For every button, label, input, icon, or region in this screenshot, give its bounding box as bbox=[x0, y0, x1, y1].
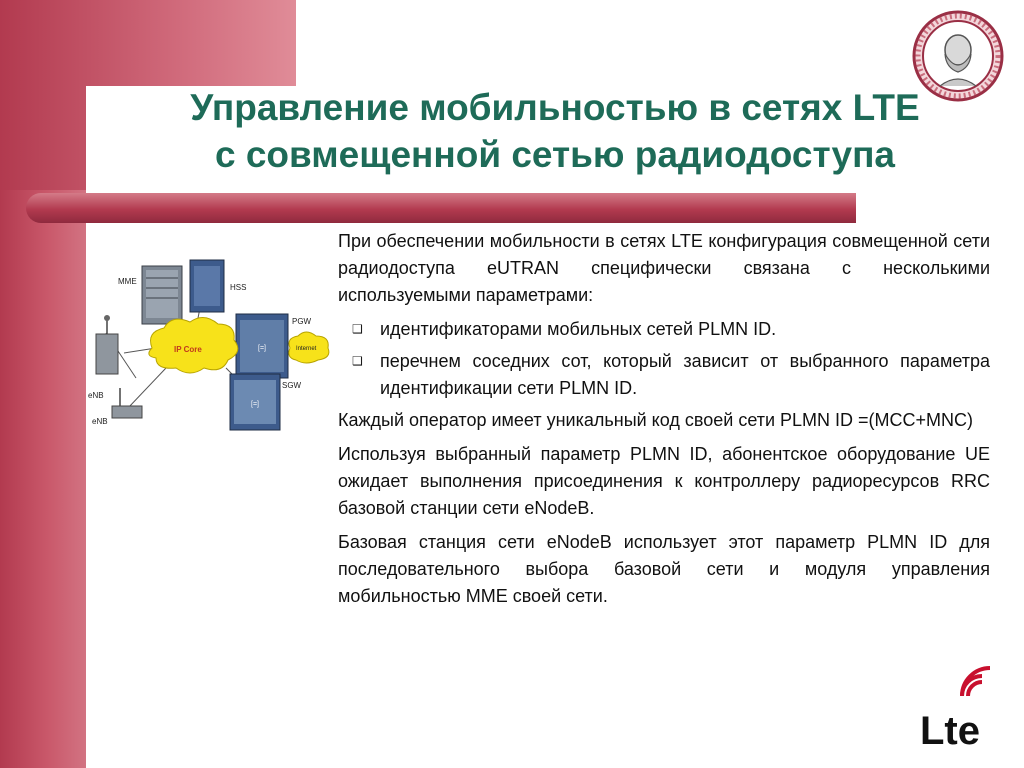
label-ip-core: IP Core bbox=[174, 345, 202, 354]
label-pgw: PGW bbox=[292, 317, 312, 326]
operator-code-paragraph: Каждый оператор имеет уникальный код своей сети PLMN ID =(MCC+MNC) bbox=[338, 410, 974, 430]
lte-logo-text: Lte bbox=[920, 709, 980, 753]
bullet-item bbox=[338, 348, 990, 402]
enb-base-icon bbox=[112, 388, 142, 418]
enodeb-paragraph: Базовая станция сети eNodeB использует этот параметр PLMN ID для последовательного выбора базовой сети и модуля управления мобильностью MME своей сети. bbox=[338, 532, 990, 606]
svg-text:[=]: [=] bbox=[251, 401, 259, 408]
intro-paragraph: При обеспечении мобильности в сетях LTE конфигурация совмещенной сети радиодоступа eUTRAN специфически связана с несколькими используемыми параметрами: bbox=[338, 231, 990, 305]
label-enb-2: eNB bbox=[92, 417, 108, 426]
label-internet: Internet bbox=[296, 346, 317, 352]
lte-network-diagram bbox=[86, 228, 332, 432]
mme-server-icon bbox=[142, 266, 182, 324]
hss-server-icon bbox=[190, 260, 224, 312]
bullet-text: идентификаторами мобильных сетей PLMN ID. bbox=[380, 319, 777, 339]
title-line-1: Управление мобильностью в сетях LTE bbox=[190, 87, 920, 128]
bullet-item bbox=[338, 316, 990, 343]
lte-logo-icon bbox=[916, 662, 1008, 754]
bullet-text: перечнем соседних сот, который зависит от выбранного параметра идентификации сети PLMN ID. bbox=[380, 351, 990, 398]
label-sgw: SGW bbox=[282, 381, 302, 390]
slide-body bbox=[338, 228, 990, 617]
enb-tower-icon bbox=[96, 315, 118, 374]
ue-attach-paragraph: Используя выбранный параметр PLMN ID, абонентское оборудование UE ожидает выполнения присоединения к контроллеру радиоресурсов RRC базовой станции сети eNodeB. bbox=[338, 444, 990, 518]
square-bullet-icon: ❑ bbox=[352, 354, 363, 368]
svg-text:[=]: [=] bbox=[258, 345, 266, 352]
title-line-2: с совмещенной сетью радиодоступа bbox=[214, 134, 896, 175]
academy-seal-icon bbox=[912, 10, 1004, 102]
label-hss: HSS bbox=[230, 283, 247, 292]
label-mme: MME bbox=[118, 277, 137, 286]
title-divider-bar bbox=[26, 193, 856, 223]
slide-title bbox=[86, 84, 1024, 178]
pgw-server-icon bbox=[236, 314, 288, 378]
sgw-server-icon bbox=[230, 374, 280, 430]
label-enb-1: eNB bbox=[88, 391, 104, 400]
square-bullet-icon: ❑ bbox=[352, 322, 363, 336]
